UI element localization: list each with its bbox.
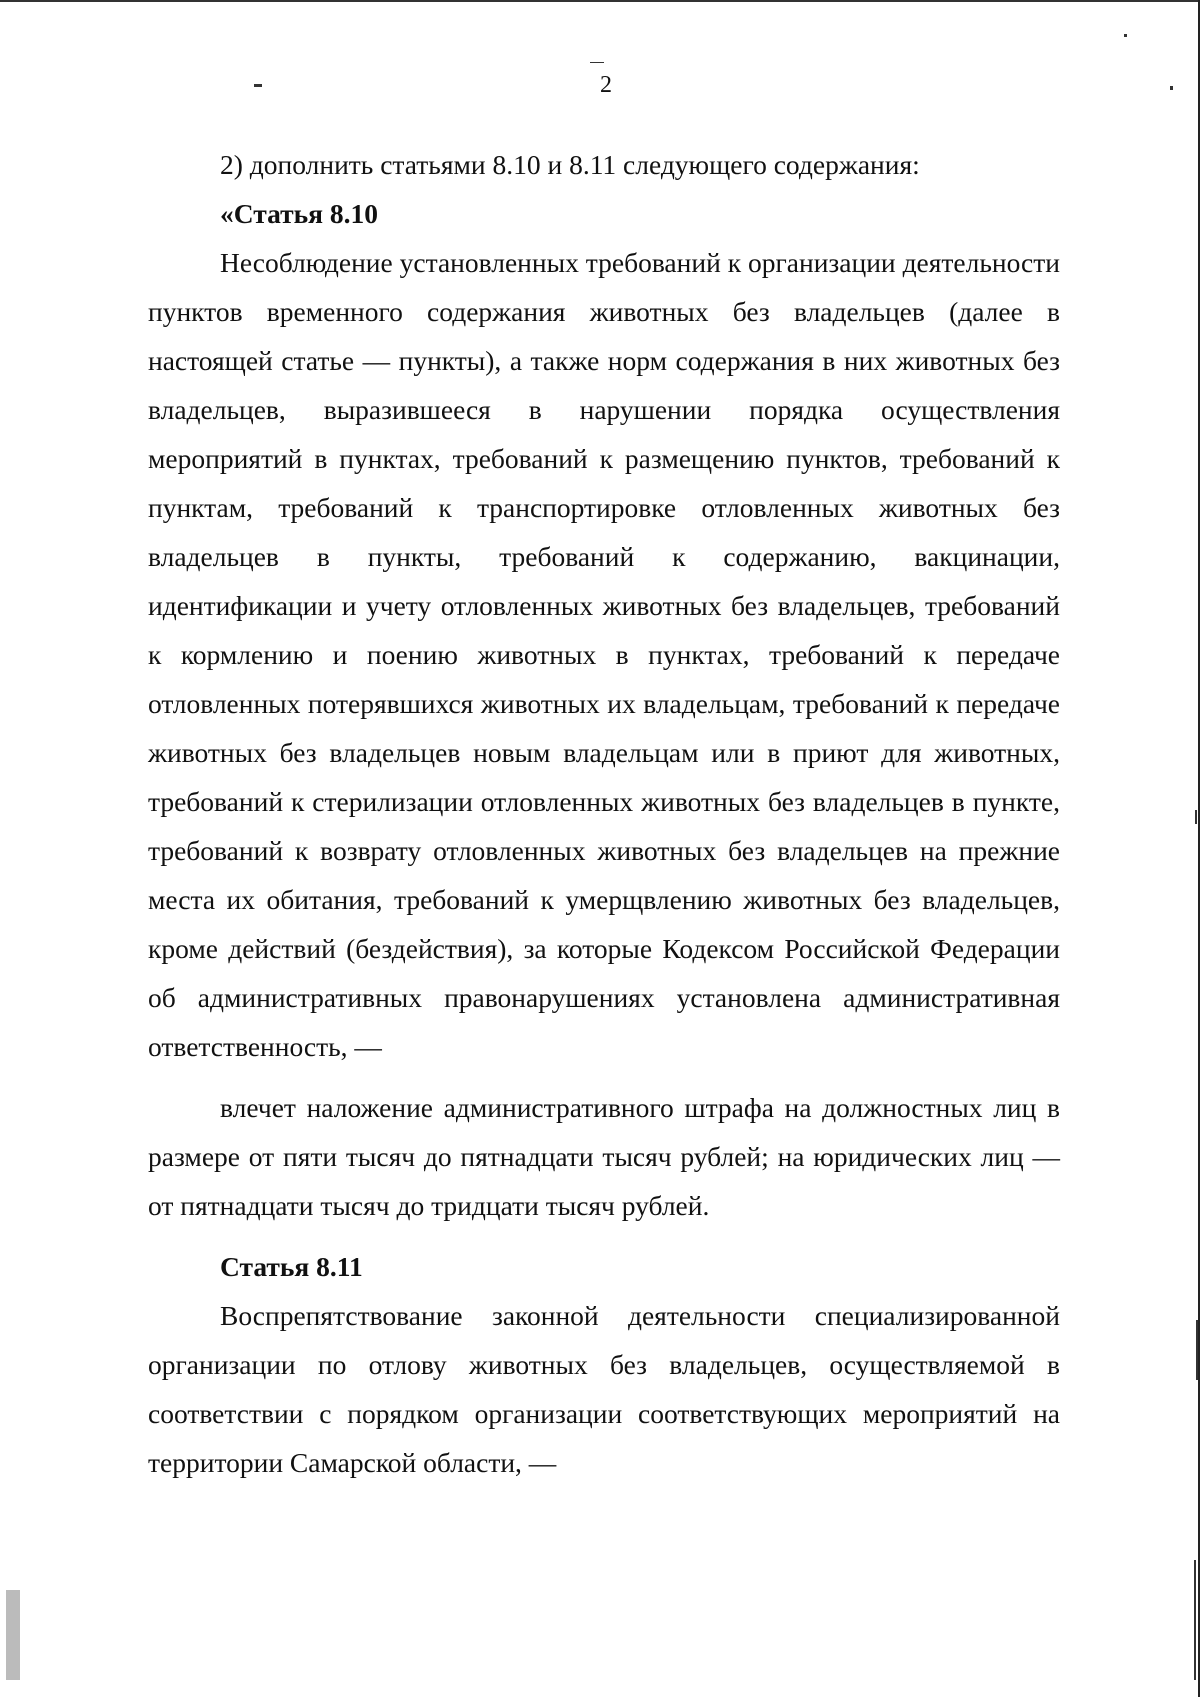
article-810-heading: «Статья 8.10 bbox=[220, 198, 379, 229]
scan-speck bbox=[1124, 34, 1127, 37]
page-number: 2 bbox=[600, 72, 612, 98]
scan-speck bbox=[6, 1590, 20, 1680]
article-810-penalty: влечет наложение административного штрафа на должностных лиц в размере от пяти тысяч до пятнадцати тысяч рублей; на юридических лиц — от пятнадцати тысяч до тридцати тысяч рублей. bbox=[148, 1092, 1060, 1221]
scan-speck bbox=[1195, 810, 1197, 824]
article-811-heading: Статья 8.11 bbox=[220, 1251, 363, 1282]
article-811-body: Воспрепятствование законной деятельности специализированной организации по отлову животных без владельцев, осуществляемой в соответствии с порядком организации соответствующих мероприятий на территории Самарской области, — bbox=[148, 1300, 1060, 1478]
scan-speck bbox=[1196, 1320, 1198, 1380]
intro-paragraph: 2) дополнить статьями 8.10 и 8.11 следующего содержания: bbox=[220, 149, 920, 180]
scan-border-top bbox=[0, 0, 1200, 2]
document-body bbox=[148, 140, 1060, 1487]
scan-speck bbox=[590, 62, 604, 63]
article-810-body: Несоблюдение установленных требований к организации деятельности пунктов временного содержания животных без владельцев (далее в настоящей статье — пункты), а также норм содержания в них животных без владельцев, выразившееся в нарушении порядка осуществления мероприятий в пунктах, требований к размещению пунктов, требований к пунктам, требований к транспортировке отловленных животных без владельцев в пункты, требований к содержанию, вакцинации, идентификации и учету отловленных животных без владельцев, требований к кормлению и поению животных в пунктах, требований к передаче отловленных потерявшихся животных их владельцам, требований к передаче животных без владельцев новым владельцам или в приют для животных, требований к стерилизации отловленных животных без владельцев в пункте, требований к возврату отловленных животных без владельцев на прежние места их обитания, требований к умерщвлению животных без владельцев, кроме действий (бездействия), за которые Кодексом Российской Федерации об административных правонарушениях установлена административная ответственность, — bbox=[148, 247, 1060, 1062]
scan-speck bbox=[1194, 1560, 1196, 1680]
